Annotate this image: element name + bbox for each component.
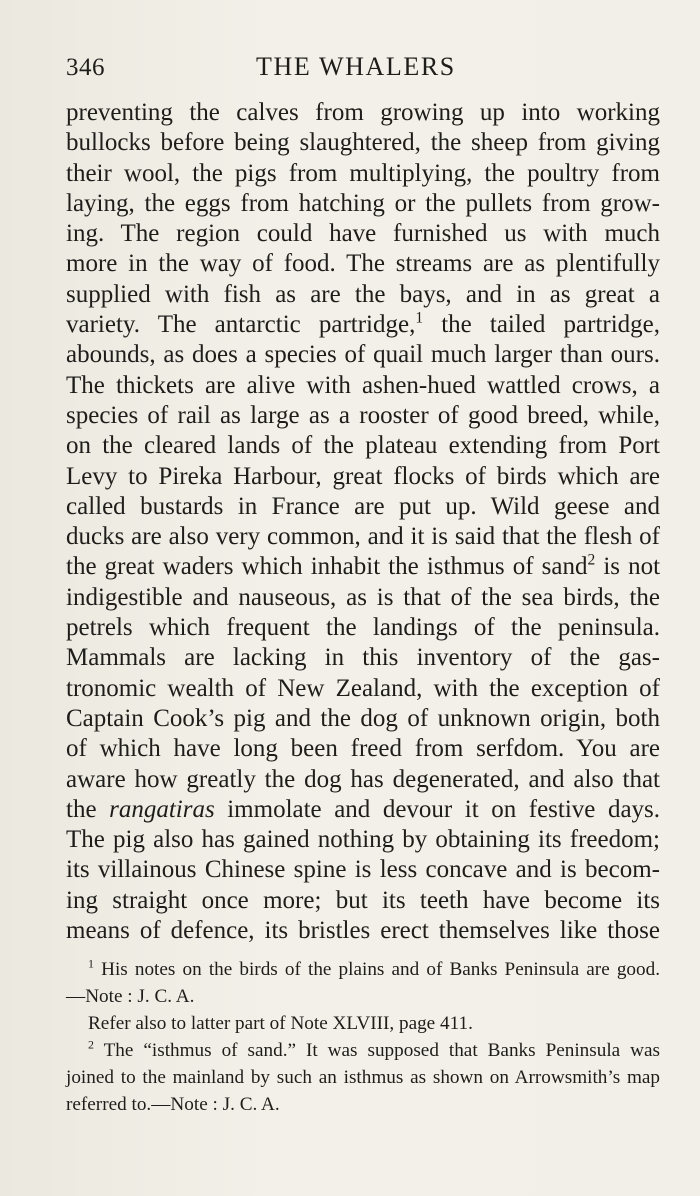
text-fragment: the tailed partridge, xyxy=(441,311,661,339)
text-line: ing. The region could have furnished us with much xyxy=(66,220,660,248)
text-line: tronomic wealth of New Zealand, with the exception of xyxy=(66,674,660,702)
page-number: 346 xyxy=(66,54,105,81)
text-fragment: the great waders which inhabit the isthmus of sand xyxy=(66,553,588,581)
text-line: ing straight once more; but its teeth have become its xyxy=(66,886,660,914)
text-line xyxy=(66,310,660,340)
footnotes xyxy=(66,956,660,1118)
text-line: Captain Cook’s pig and the dog of unknown origin, both xyxy=(66,704,660,732)
text-line: The pig also has gained nothing by obtaining its freedom; xyxy=(66,826,660,854)
text-line: ducks are also very common, and it is said that the flesh of xyxy=(66,523,660,551)
text-line: Levy to Pireka Harbour, great flocks of birds which are xyxy=(66,462,660,490)
text-line: called bustards in France are put up. Wild geese and xyxy=(66,492,660,520)
text-line: petrels which frequent the landings of the peninsula. xyxy=(66,614,660,642)
page-header xyxy=(66,48,660,82)
footnote-text: The “isthmus of sand.” It was supposed that Banks Peninsula was xyxy=(103,1040,660,1061)
text-line: aware how greatly the dog has degenerated, and also that xyxy=(66,765,660,793)
footnote-marker-2: 2 xyxy=(88,1037,94,1052)
footnote-text: Refer also to latter part of Note XLVIII, page 411. xyxy=(88,1013,473,1034)
text-line: on the cleared lands of the plateau extending from Port xyxy=(66,432,660,460)
text-fragment: immolate and devour it on festive days. xyxy=(227,795,661,823)
italic-term: rangatiras xyxy=(109,795,215,823)
text-line: of which have long been freed from serfdom. You are xyxy=(66,735,660,763)
text-line: supplied with fish as are the bays, and in as great a xyxy=(66,280,660,308)
footnote-1 xyxy=(66,956,660,983)
footnote-ref-1: 1 xyxy=(415,309,424,327)
body-text xyxy=(66,98,660,946)
running-head: THE WHALERS xyxy=(256,52,456,81)
text-line: their wool, the pigs from multiplying, the poultry from xyxy=(66,159,660,187)
footnote-marker-1: 1 xyxy=(88,956,94,971)
text-line: The thickets are alive with ashen-hued wattled crows, a xyxy=(66,371,660,399)
footnote-text: His notes on the birds of the plains and of Banks Peninsula are good. xyxy=(101,959,661,980)
text-fragment: the xyxy=(66,795,97,823)
text-fragment: is not xyxy=(603,553,661,581)
text-line: its villainous Chinese spine is less concave and is becom- xyxy=(66,856,660,884)
text-line: Mammals are lacking in this inventory of the gas- xyxy=(66,644,660,672)
text-line: preventing the calves from growing up into working xyxy=(66,99,660,126)
text-line: bullocks before being slaughtered, the sheep from giving xyxy=(66,129,660,157)
footnote-text: —Note : J. C. A. xyxy=(66,986,195,1007)
footnote-text: referred to.—Note : J. C. A. xyxy=(66,1094,280,1115)
footnote-2 xyxy=(66,1037,660,1064)
footnote-ref-2: 2 xyxy=(587,552,596,570)
text-line: indigestible and nauseous, as is that of the sea birds, the xyxy=(66,583,660,611)
text-line: species of rail as large as a rooster of good breed, while, xyxy=(66,401,660,429)
text-line xyxy=(66,552,660,582)
text-line: abounds, as does a species of quail much larger than ours. xyxy=(66,341,660,369)
text-line xyxy=(66,795,660,825)
text-line: more in the way of food. The streams are as plentifully xyxy=(66,250,660,278)
footnote-text: joined to the mainland by such an isthmus as shown on Arrowsmith’s map xyxy=(66,1067,660,1088)
text-line: laying, the eggs from hatching or the pullets from grow- xyxy=(66,189,660,217)
text-fragment: variety. The antarctic partridge, xyxy=(66,311,416,339)
text-line: means of defence, its bristles erect themselves like those xyxy=(66,917,660,945)
